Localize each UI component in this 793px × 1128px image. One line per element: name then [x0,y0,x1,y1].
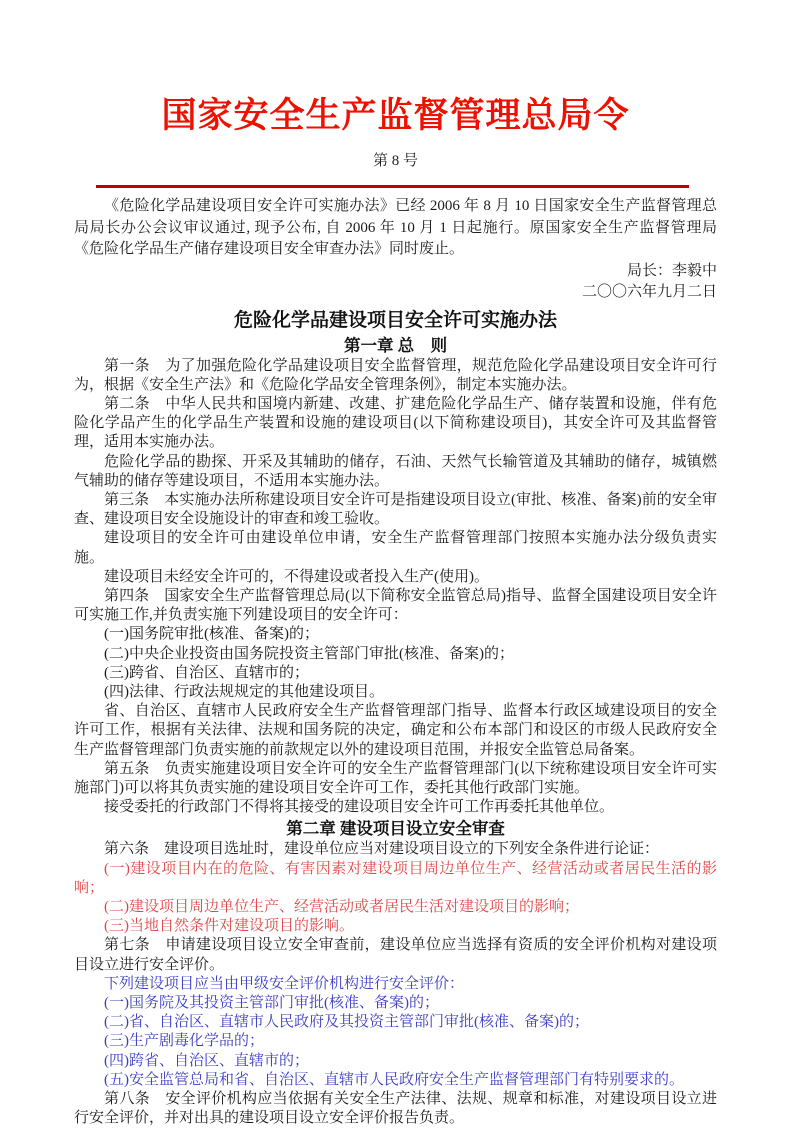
paragraph: 第五条 负责实施建设项目安全许可的安全生产监督管理部门(以下统称建设项目安全许可实施部门)可以将其负责实施的建设项目安全许可工作，委托其他行政部门实施。 [74,760,717,798]
paragraph: (二)建设项目周边单位生产、经营活动或者居民生活对建设项目的影响； [74,898,717,917]
signature-officer: 局长：李毅中 [74,261,717,283]
paragraph: 下列建设项目应当由甲级安全评价机构进行安全评价： [74,975,717,994]
paragraph: 第二条 中华人民共和国境内新建、改建、扩建危险化学品生产、储存装置和设施，伴有危险化学品产生的化学品生产装置和设施的建设项目(以下简称建设项目)，其安全许可及其监督管理，适用本实施办法。 [74,395,717,453]
paragraph: 危险化学品的勘探、开采及其辅助的储存，石油、天然气长输管道及其辅助的储存，城镇燃气辅助的储存等建设项目，不适用本实施办法。 [74,453,717,491]
paragraph: 第六条 建设项目选址时，建设单位应当对建设项目设立的下列安全条件进行论证： [74,840,717,859]
paragraph: (一)国务院及其投资主管部门审批(核准、备案)的； [74,994,717,1013]
paragraph: (二)中央企业投资由国务院投资主管部门审批(核准、备案)的； [74,645,717,664]
paragraph: (三)当地自然条件对建设项目的影响。 [74,917,717,936]
paragraph: 第八条 安全评价机构应当依据有关安全生产法律、法规、规章和标准，对建设项目设立进行安全评价，并对出具的建设项目设立安全评价报告负责。 [74,1090,717,1128]
signature-date: 二〇〇六年九月二日 [74,282,717,304]
paragraph: (四)跨省、自治区、直辖市的； [74,1052,717,1071]
chapter-heading: 第一章 总 则 [74,334,717,357]
paragraph: 第三条 本实施办法所称建设项目安全许可是指建设项目设立(审批、核准、备案)前的安全审查、建设项目安全设施设计的审查和竣工验收。 [74,491,717,529]
paragraph: (三)跨省、自治区、直辖市的； [74,664,717,683]
order-title: 国家安全生产监督管理总局令 [74,96,717,136]
paragraph: 建设项目的安全许可由建设单位申请，安全生产监督管理部门按照本实施办法分级负责实施。 [74,529,717,567]
paragraph: (一)建设项目内在的危险、有害因素对建设项目周边单位生产、经营活动或者居民生活的影响； [74,860,717,898]
paragraph: (二)省、自治区、直辖市人民政府及其投资主管部门审批(核准、备案)的； [74,1013,717,1032]
paragraph: 第四条 国家安全生产监督管理总局(以下简称安全监管总局)指导、监督全国建设项目安全许可实施工作,并负责实施下列建设项目的安全许可： [74,587,717,625]
paragraph: (三)生产剧毒化学品的； [74,1032,717,1051]
chapter-heading: 第二章 建设项目设立安全审查 [74,817,717,840]
paragraph: (四)法律、行政法规规定的其他建设项目。 [74,683,717,702]
red-divider [96,185,689,188]
paragraph: 省、自治区、直辖市人民政府安全生产监督管理部门指导、监督本行政区域建设项目的安全许可工作，根据有关法律、法规和国务院的决定，确定和公布本部门和设区的市级人民政府安全生产监督管理部门负责实施的前款规定以外的建设项目范围，并报安全监管总局备案。 [74,702,717,760]
order-number: 第 8 号 [74,151,717,171]
preamble-paragraph: 《危险化学品建设项目安全许可实施办法》已经 2006 年 8 月 10 日国家安全生产监督管理总局局长办公会议审议通过, 现予公布, 自 2006 年 10 月 1 日起施行。原国家安全生产监督管理局《危险化学品生产储存建设项目安全审查办法》同时废止。 [74,196,717,261]
paragraph: (一)国务院审批(核准、备案)的； [74,625,717,644]
paragraph: 第一条 为了加强危险化学品建设项目安全监督管理，规范危险化学品建设项目安全许可行为，根据《安全生产法》和《危险化学品安全管理条例》，制定本实施办法。 [74,357,717,395]
paragraph: (五)安全监管总局和省、自治区、直辖市人民政府安全生产监督管理部门有特别要求的。 [74,1071,717,1090]
chapters [74,334,717,1128]
paragraph: 建设项目未经安全许可的，不得建设或者投入生产(使用)。 [74,568,717,587]
paragraph: 接受委托的行政部门不得将其接受的建设项目安全许可工作再委托其他单位。 [74,798,717,817]
regulation-title: 危险化学品建设项目安全许可实施办法 [74,308,717,334]
paragraph: 第七条 申请建设项目设立安全审查前，建设单位应当选择有资质的安全评价机构对建设项目设立进行安全评价。 [74,936,717,974]
